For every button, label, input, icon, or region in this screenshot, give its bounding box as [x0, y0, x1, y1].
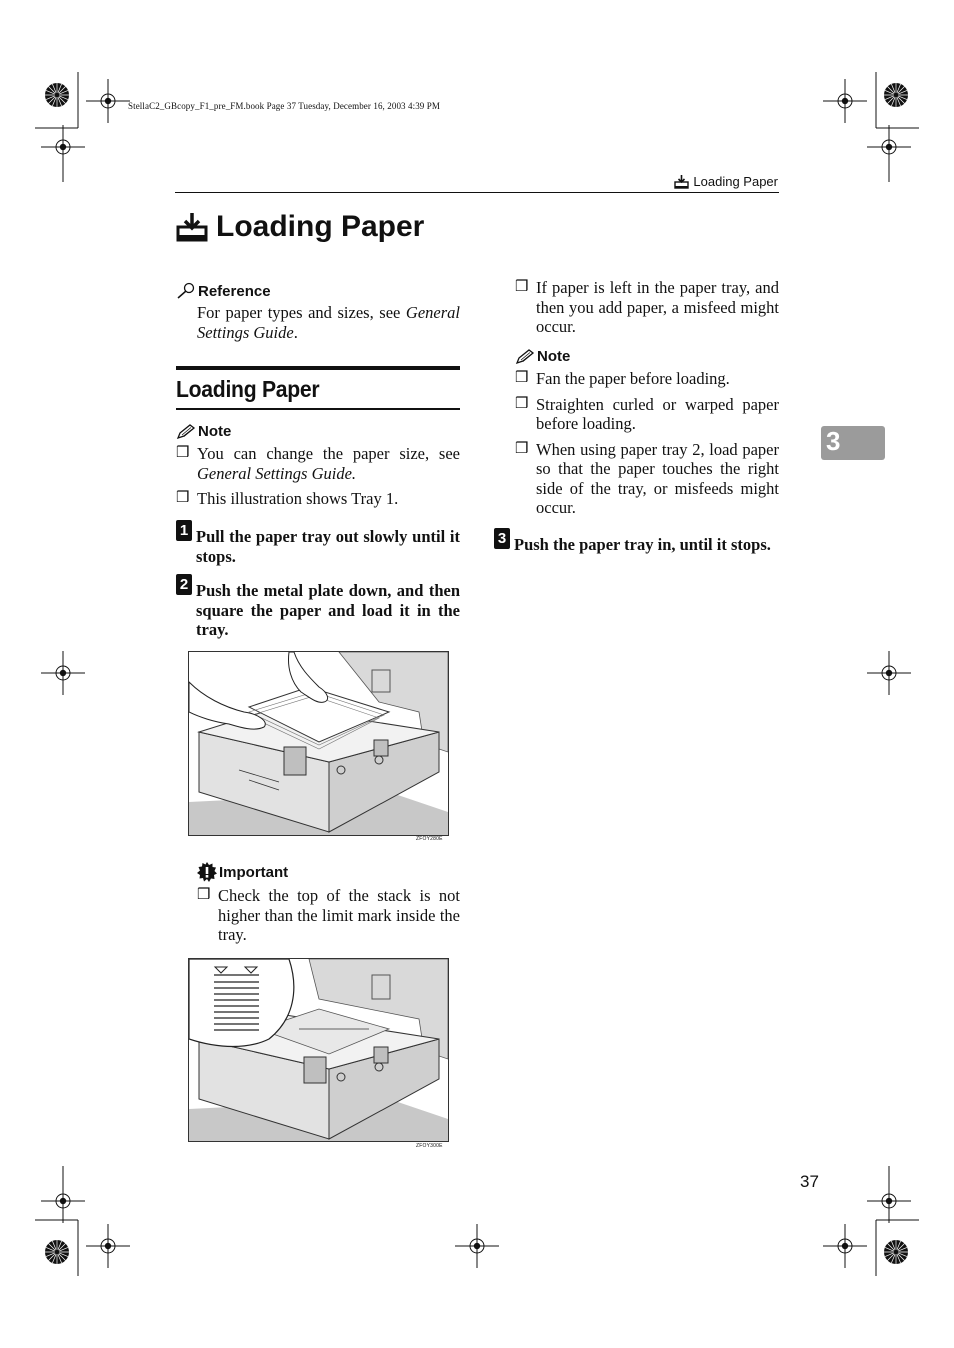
- caution-item-text: If paper is left in the paper tray, and then you add paper, a misfeed might occur.: [536, 278, 779, 336]
- paper-tray-icon: [176, 212, 208, 242]
- reference-block: [176, 282, 460, 342]
- note-item: [515, 440, 779, 518]
- reference-text: [197, 303, 460, 342]
- step-number-badge: 1: [176, 520, 192, 541]
- section-note: [176, 423, 460, 515]
- reference-text-prefix: For paper types and sizes, see: [197, 303, 406, 322]
- running-head-text: Loading Paper: [693, 174, 778, 189]
- chapter-tab-number: 3: [826, 426, 841, 456]
- important-label: [197, 862, 460, 882]
- note-item-text: [197, 444, 460, 483]
- print-header: StellaC2_GBcopy_F1_pre_FM.book Page 37 Tuesday, December 16, 2003 4:39 PM: [128, 101, 440, 111]
- figure-limit-mark: [188, 958, 449, 1142]
- checkbox-icon: ❒: [197, 887, 211, 903]
- important-block: [197, 862, 460, 951]
- page-title-text: Loading Paper: [216, 210, 425, 243]
- pencil-icon: [515, 349, 535, 365]
- right-first-item: [515, 278, 779, 343]
- note-item-italic: General Settings Guide.: [197, 463, 357, 483]
- checkbox-icon: ❒: [515, 279, 529, 295]
- tray-loading-illustration: [189, 652, 448, 835]
- checkbox-icon: ❒: [176, 490, 190, 506]
- page-number: 37: [800, 1172, 819, 1191]
- reference-label: [176, 282, 460, 300]
- step-2: [176, 574, 460, 640]
- checkbox-icon: ❒: [515, 440, 529, 457]
- note-list: [176, 444, 460, 509]
- step-3: [494, 528, 779, 555]
- important-item: [197, 886, 460, 945]
- step-number-badge: 2: [176, 574, 192, 595]
- limit-mark-illustration: [189, 959, 448, 1141]
- note-item: [176, 489, 460, 509]
- reference-label-text: Reference: [198, 282, 271, 300]
- pencil-icon: [176, 424, 196, 440]
- note-item: [515, 395, 779, 434]
- caution-item: [515, 278, 779, 337]
- figure-load-paper: [188, 651, 449, 836]
- note-item: [176, 444, 460, 483]
- step-1: [176, 520, 460, 566]
- note-item: [515, 369, 779, 389]
- header-rule: [175, 192, 779, 193]
- note-label: [176, 423, 460, 440]
- step-text: Push the paper tray in, until it stops.: [514, 535, 771, 554]
- reference-text-suffix: .: [293, 322, 298, 342]
- right-note: [515, 348, 779, 524]
- step-number-badge: 3: [494, 528, 510, 549]
- page-title: [176, 210, 424, 244]
- note-list: [515, 369, 779, 518]
- note-item-text: When using paper tray 2, load paper so that the paper touches the right side of the tray, or misfeeds might occur.: [536, 439, 779, 517]
- section-title: Loading Paper: [176, 376, 320, 402]
- step-text: Pull the paper tray out slowly until it stops.: [196, 527, 460, 566]
- magnifier-icon: [176, 282, 196, 300]
- important-label-text: Important: [219, 863, 289, 881]
- running-head: [674, 174, 778, 189]
- step-text: Push the metal plate down, and then square the paper and load it in the tray.: [196, 581, 460, 639]
- figure-code: ZFOY280E: [416, 836, 443, 842]
- section-heading: [176, 366, 460, 410]
- note-label-text: Note: [537, 348, 571, 365]
- note-item-prefix: You can change the paper size, see: [197, 444, 460, 463]
- note-label: [515, 348, 779, 365]
- checkbox-icon: ❒: [176, 445, 190, 461]
- checkbox-icon: ❒: [515, 370, 529, 386]
- figure-code: ZFOY300E: [416, 1143, 443, 1149]
- important-item-text: Check the top of the stack is not higher than the limit mark inside the tray.: [218, 886, 460, 944]
- important-icon: [197, 862, 217, 882]
- checkbox-icon: ❒: [515, 395, 529, 412]
- paper-tray-icon: [674, 175, 689, 189]
- note-label-text: Note: [198, 423, 232, 440]
- reference-text-italic: General Settings Guide: [197, 303, 460, 342]
- section-rule-bottom: [176, 408, 460, 410]
- note-item-text: This illustration shows Tray 1.: [197, 489, 399, 508]
- note-item-text: Straighten curled or warped paper before loading.: [536, 394, 779, 433]
- note-item-text: Fan the paper before loading.: [536, 369, 730, 388]
